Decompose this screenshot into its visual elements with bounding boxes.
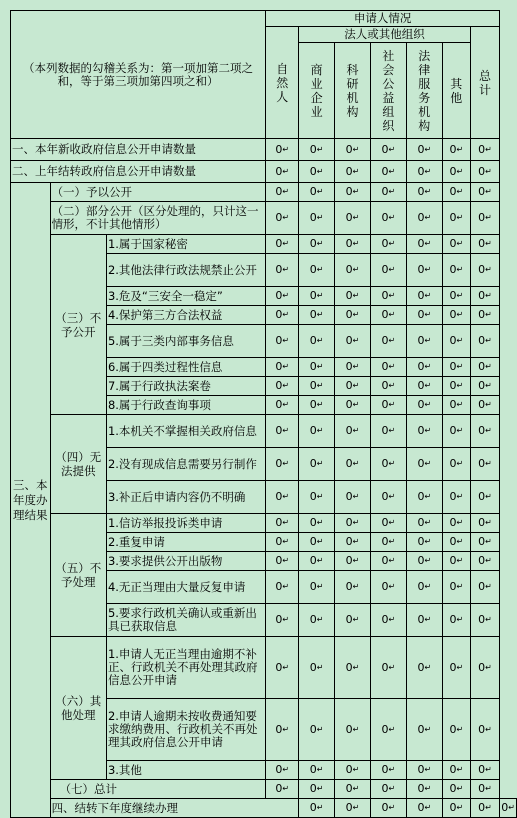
- value-cell[interactable]: 0 ↵: [470, 306, 500, 325]
- value-cell[interactable]: 0 ↵: [406, 780, 442, 799]
- note-text: （本列数据的勾稽关系为：第一项加第二项之和，等于第三项加第四项之和）: [22, 60, 253, 88]
- value-cell[interactable]: 0 ↵: [334, 358, 370, 377]
- value-cell[interactable]: 0 ↵: [299, 637, 334, 699]
- row-label: [106, 325, 265, 358]
- value-cell[interactable]: 0 ↵: [442, 799, 470, 818]
- value-cell[interactable]: 0 ↵: [470, 780, 500, 799]
- section-three-text: 三、本年度办理结果: [13, 477, 48, 522]
- value-cell[interactable]: 0 ↵: [265, 183, 298, 202]
- value-cell[interactable]: 0 ↵: [265, 448, 298, 481]
- value-cell[interactable]: 0 ↵: [442, 780, 470, 799]
- note-cell: [11, 11, 266, 139]
- value-cell[interactable]: 0 ↵: [442, 533, 470, 552]
- value-cell[interactable]: 0 ↵: [470, 481, 500, 514]
- section-three-label: [11, 183, 51, 818]
- col-other: [442, 43, 470, 139]
- value-cell[interactable]: 0 ↵: [265, 604, 298, 637]
- row-label: [106, 287, 265, 306]
- value-cell[interactable]: 0 ↵: [371, 254, 406, 287]
- value-cell[interactable]: 0 ↵: [470, 396, 500, 415]
- value-cell[interactable]: 0 ↵: [334, 202, 370, 235]
- value-cell[interactable]: 0 ↵: [265, 481, 298, 514]
- value-cell[interactable]: 0 ↵: [470, 571, 500, 604]
- group-label-text: （三）不予公开: [55, 310, 102, 339]
- value-cell[interactable]: 0 ↵: [406, 552, 442, 571]
- value-cell[interactable]: 0 ↵: [334, 699, 370, 761]
- value-cell[interactable]: 0 ↵: [442, 448, 470, 481]
- value-cell[interactable]: 0 ↵: [371, 552, 406, 571]
- group-label-text: （六）其他处理: [55, 694, 102, 722]
- value-cell[interactable]: 0 ↵: [299, 533, 334, 552]
- row-label-text: 3.其他: [107, 762, 142, 777]
- table-row: [11, 139, 517, 161]
- value-cell[interactable]: 0 ↵: [265, 377, 298, 396]
- row-label: [106, 533, 265, 552]
- row-label-text: 5.要求行政机关确认或重新出具已获取信息: [107, 606, 257, 633]
- value-cell[interactable]: 0 ↵: [442, 396, 470, 415]
- row-label-text: （二）部分公开（区分处理的，只计这一情形，不计其他情形）: [51, 204, 259, 231]
- value-cell[interactable]: 0 ↵: [406, 235, 442, 254]
- table-row: [11, 799, 517, 818]
- table-row: [11, 415, 517, 448]
- value-cell[interactable]: 0 ↵: [299, 377, 334, 396]
- value-cell[interactable]: 0 ↵: [334, 799, 370, 818]
- row-label: [106, 415, 265, 448]
- table-row: [11, 161, 517, 183]
- value-cell[interactable]: 0 ↵: [470, 161, 500, 183]
- value-cell[interactable]: 0 ↵: [299, 325, 334, 358]
- value-cell[interactable]: 0 ↵: [299, 448, 334, 481]
- value-cell[interactable]: 0 ↵: [371, 183, 406, 202]
- value-cell[interactable]: 0 ↵: [470, 552, 500, 571]
- value-cell[interactable]: 0 ↵: [442, 254, 470, 287]
- row-label-text: （一）予以公开: [51, 184, 133, 199]
- value-cell[interactable]: 0 ↵: [299, 139, 334, 161]
- table-row: [11, 202, 517, 235]
- row-label: [106, 306, 265, 325]
- value-cell[interactable]: 0 ↵: [265, 306, 298, 325]
- value-cell[interactable]: 0 ↵: [442, 325, 470, 358]
- applicant-info-label: 申请人情况: [353, 11, 412, 25]
- value-cell[interactable]: 0 ↵: [406, 448, 442, 481]
- value-cell[interactable]: 0 ↵: [406, 481, 442, 514]
- value-cell[interactable]: 0 ↵: [299, 552, 334, 571]
- value-cell[interactable]: 0 ↵: [334, 287, 370, 306]
- value-cell[interactable]: 0 ↵: [299, 780, 334, 799]
- group-label: [50, 514, 106, 637]
- value-cell[interactable]: 0 ↵: [299, 761, 334, 780]
- col-other-label: 其他: [450, 76, 463, 105]
- value-cell[interactable]: 0 ↵: [299, 254, 334, 287]
- value-cell[interactable]: 0 ↵: [334, 761, 370, 780]
- table-row: [11, 235, 517, 254]
- value-cell[interactable]: 0 ↵: [334, 533, 370, 552]
- value-cell[interactable]: 0 ↵: [334, 396, 370, 415]
- row-label-text: 1.属于国家秘密: [107, 236, 188, 251]
- row-label: [106, 604, 265, 637]
- value-cell[interactable]: 0 ↵: [371, 358, 406, 377]
- value-cell[interactable]: 0 ↵: [442, 358, 470, 377]
- value-cell[interactable]: 0 ↵: [470, 533, 500, 552]
- value-cell[interactable]: 0 ↵: [265, 514, 298, 533]
- value-cell[interactable]: 0 ↵: [470, 202, 500, 235]
- row-label-text: 6.属于四类过程性信息: [107, 359, 223, 374]
- row-label-text: 7.属于行政执法案卷: [107, 378, 211, 393]
- value-cell[interactable]: 0 ↵: [470, 377, 500, 396]
- value-cell[interactable]: 0 ↵: [371, 415, 406, 448]
- legal-person-label: 法人或其他组织: [344, 27, 425, 41]
- value-cell[interactable]: 0 ↵: [371, 514, 406, 533]
- row-label: [106, 571, 265, 604]
- value-cell[interactable]: 0 ↵: [334, 161, 370, 183]
- col-natural-person-label: 自然人: [276, 61, 289, 104]
- value-cell[interactable]: 0 ↵: [334, 306, 370, 325]
- value-cell[interactable]: 0 ↵: [406, 761, 442, 780]
- value-cell[interactable]: 0 ↵: [371, 481, 406, 514]
- row-label-text: 二、上年结转政府信息公开申请数量: [12, 164, 196, 178]
- value-cell[interactable]: 0 ↵: [265, 396, 298, 415]
- value-cell[interactable]: 0 ↵: [470, 448, 500, 481]
- value-cell[interactable]: 0 ↵: [442, 761, 470, 780]
- value-cell[interactable]: 0 ↵: [406, 306, 442, 325]
- col-social-welfare: [371, 43, 406, 139]
- value-cell[interactable]: 0 ↵: [442, 139, 470, 161]
- col-total: [470, 27, 500, 139]
- value-cell[interactable]: 0 ↵: [371, 761, 406, 780]
- value-cell[interactable]: 0 ↵: [442, 377, 470, 396]
- value-cell[interactable]: 0 ↵: [265, 552, 298, 571]
- group-label: [50, 637, 106, 780]
- row-label-text: 1.本机关不掌握相关政府信息: [107, 423, 257, 438]
- value-cell[interactable]: 0 ↵: [265, 287, 298, 306]
- row-label: [11, 139, 266, 161]
- row-label: [106, 552, 265, 571]
- value-cell[interactable]: 0 ↵: [334, 604, 370, 637]
- col-research: [334, 43, 370, 139]
- value-cell[interactable]: 0 ↵: [265, 415, 298, 448]
- value-cell[interactable]: 0 ↵: [299, 514, 334, 533]
- value-cell[interactable]: 0 ↵: [406, 514, 442, 533]
- value-cell[interactable]: 0 ↵: [265, 139, 298, 161]
- row-label-text: 3.补正后申请内容仍不明确: [107, 489, 246, 504]
- value-cell[interactable]: 0 ↵: [406, 396, 442, 415]
- row-label: [106, 377, 265, 396]
- row-label: [50, 780, 265, 799]
- value-cell[interactable]: 0 ↵: [470, 699, 500, 761]
- value-cell[interactable]: 0 ↵: [406, 699, 442, 761]
- value-cell[interactable]: 0 ↵: [371, 306, 406, 325]
- row-label-text: 四、结转下年度继续办理: [51, 800, 179, 815]
- value-cell[interactable]: 0 ↵: [334, 415, 370, 448]
- col-business-label: 商业企业: [310, 62, 323, 119]
- value-cell[interactable]: 0 ↵: [470, 761, 500, 780]
- row-label-text: 4.保护第三方合法权益: [107, 307, 223, 322]
- value-cell[interactable]: 0 ↵: [470, 139, 500, 161]
- value-cell[interactable]: 0 ↵: [299, 699, 334, 761]
- value-cell[interactable]: 0 ↵: [371, 139, 406, 161]
- col-natural-person: [265, 27, 298, 139]
- value-cell[interactable]: 0 ↵: [371, 287, 406, 306]
- value-cell[interactable]: 0 ↵: [470, 604, 500, 637]
- row-label: [106, 358, 265, 377]
- value-cell[interactable]: 0 ↵: [371, 533, 406, 552]
- value-cell[interactable]: 0 ↵: [299, 571, 334, 604]
- value-cell[interactable]: 0 ↵: [265, 699, 298, 761]
- col-total-label: 总计: [478, 68, 491, 97]
- value-cell[interactable]: 0 ↵: [299, 396, 334, 415]
- value-cell[interactable]: 0 ↵: [334, 448, 370, 481]
- value-cell[interactable]: 0 ↵: [265, 571, 298, 604]
- value-cell[interactable]: 0 ↵: [371, 235, 406, 254]
- value-cell[interactable]: 0 ↵: [371, 377, 406, 396]
- legal-person-header: [299, 27, 470, 43]
- value-cell[interactable]: 0 ↵: [406, 377, 442, 396]
- value-cell[interactable]: 0 ↵: [265, 637, 298, 699]
- group-label: [50, 235, 106, 415]
- value-cell[interactable]: 0 ↵: [470, 799, 500, 818]
- value-cell[interactable]: 0 ↵: [470, 254, 500, 287]
- row-label: [106, 448, 265, 481]
- value-cell[interactable]: 0 ↵: [334, 780, 370, 799]
- value-cell[interactable]: 0 ↵: [406, 799, 442, 818]
- value-cell[interactable]: 0 ↵: [406, 254, 442, 287]
- value-cell[interactable]: 0 ↵: [371, 637, 406, 699]
- value-cell[interactable]: 0 ↵: [406, 139, 442, 161]
- row-label-text: 1.申请人无正当理由逾期不补正、行政机关不再处理其政府信息公开申请: [107, 647, 258, 687]
- value-cell[interactable]: 0 ↵: [470, 325, 500, 358]
- value-cell[interactable]: 0 ↵: [371, 448, 406, 481]
- value-cell[interactable]: 0 ↵: [442, 571, 470, 604]
- value-cell[interactable]: 0 ↵: [406, 202, 442, 235]
- group-label-text: （五）不予处理: [55, 561, 102, 589]
- col-research-label: 科研机构: [346, 62, 359, 119]
- value-cell[interactable]: 0 ↵: [265, 202, 298, 235]
- value-cell[interactable]: 0 ↵: [442, 481, 470, 514]
- value-cell[interactable]: 0 ↵: [442, 161, 470, 183]
- row-label-text: 2.其他法律行政法规禁止公开: [107, 262, 257, 277]
- value-cell[interactable]: 0 ↵: [406, 358, 442, 377]
- value-cell[interactable]: 0 ↵: [299, 183, 334, 202]
- value-cell[interactable]: 0 ↵: [371, 780, 406, 799]
- value-cell[interactable]: 0 ↵: [500, 799, 517, 818]
- value-cell[interactable]: 0 ↵: [299, 481, 334, 514]
- row-label-text: 2.申请人逾期未按收费通知要求缴纳费用、行政机关不再处理其政府信息公开申请: [107, 709, 258, 749]
- value-cell[interactable]: 0 ↵: [334, 235, 370, 254]
- value-cell[interactable]: 0 ↵: [334, 637, 370, 699]
- value-cell[interactable]: 0 ↵: [470, 514, 500, 533]
- value-cell[interactable]: 0 ↵: [334, 254, 370, 287]
- group-label-text: （四）无法提供: [55, 450, 102, 478]
- table-row: [11, 637, 517, 699]
- value-cell[interactable]: 0 ↵: [442, 306, 470, 325]
- value-cell[interactable]: 0 ↵: [442, 514, 470, 533]
- value-cell[interactable]: 0 ↵: [334, 377, 370, 396]
- value-cell[interactable]: 0 ↵: [371, 325, 406, 358]
- value-cell[interactable]: 0 ↵: [442, 552, 470, 571]
- value-cell[interactable]: 0 ↵: [371, 571, 406, 604]
- value-cell[interactable]: 0 ↵: [406, 415, 442, 448]
- row-label: [11, 161, 266, 183]
- row-label-text: 1.信访举报投诉类申请: [107, 515, 223, 530]
- value-cell[interactable]: 0 ↵: [470, 183, 500, 202]
- value-cell[interactable]: 0 ↵: [265, 358, 298, 377]
- row-label-text: 2.重复申请: [107, 534, 165, 549]
- col-business: [299, 43, 334, 139]
- value-cell[interactable]: 0 ↵: [299, 799, 334, 818]
- value-cell[interactable]: 0 ↵: [265, 533, 298, 552]
- value-cell[interactable]: 0 ↵: [371, 699, 406, 761]
- value-cell[interactable]: 0 ↵: [299, 415, 334, 448]
- row-label: [106, 396, 265, 415]
- value-cell[interactable]: 0 ↵: [265, 161, 298, 183]
- value-cell[interactable]: 0 ↵: [442, 235, 470, 254]
- value-cell[interactable]: 0 ↵: [442, 287, 470, 306]
- value-cell[interactable]: 0 ↵: [334, 481, 370, 514]
- value-cell[interactable]: 0 ↵: [299, 287, 334, 306]
- row-label: [106, 637, 265, 699]
- value-cell[interactable]: 0 ↵: [406, 533, 442, 552]
- value-cell[interactable]: 0 ↵: [299, 306, 334, 325]
- row-label-text: 2.没有现成信息需要另行制作: [107, 456, 257, 471]
- value-cell[interactable]: 0 ↵: [406, 325, 442, 358]
- applicant-info-header: [265, 11, 499, 27]
- value-cell[interactable]: 0 ↵: [299, 202, 334, 235]
- row-label: [50, 183, 265, 202]
- value-cell[interactable]: 0 ↵: [371, 604, 406, 637]
- value-cell[interactable]: 0 ↵: [470, 235, 500, 254]
- value-cell[interactable]: 0 ↵: [265, 780, 298, 799]
- disclosure-stats-table: [10, 10, 517, 818]
- row-label: [106, 235, 265, 254]
- col-legal-service: [406, 43, 442, 139]
- value-cell[interactable]: 0 ↵: [406, 161, 442, 183]
- row-label: [106, 514, 265, 533]
- row-label: [106, 699, 265, 761]
- table-row: [11, 780, 517, 799]
- row-label: [106, 254, 265, 287]
- value-cell[interactable]: 0 ↵: [299, 161, 334, 183]
- group-label: [50, 415, 106, 514]
- value-cell[interactable]: 0 ↵: [406, 571, 442, 604]
- value-cell[interactable]: 0 ↵: [371, 799, 406, 818]
- row-label: [50, 202, 265, 235]
- col-social-welfare-label: 社会公益组织: [382, 48, 395, 133]
- value-cell[interactable]: 0 ↵: [470, 637, 500, 699]
- value-cell[interactable]: 0 ↵: [442, 637, 470, 699]
- row-label-text: 3.要求提供公开出版物: [107, 553, 223, 568]
- value-cell[interactable]: 0 ↵: [371, 396, 406, 415]
- value-cell[interactable]: 0 ↵: [442, 415, 470, 448]
- value-cell[interactable]: 0 ↵: [406, 287, 442, 306]
- row-label: [106, 481, 265, 514]
- value-cell[interactable]: 0 ↵: [442, 699, 470, 761]
- row-label-text: 8.属于行政查询事项: [107, 397, 211, 412]
- value-cell[interactable]: 0 ↵: [334, 139, 370, 161]
- value-cell[interactable]: 0 ↵: [406, 604, 442, 637]
- value-cell[interactable]: 0 ↵: [470, 415, 500, 448]
- value-cell[interactable]: 0 ↵: [334, 571, 370, 604]
- value-cell[interactable]: 0 ↵: [442, 183, 470, 202]
- value-cell[interactable]: 0 ↵: [265, 254, 298, 287]
- value-cell[interactable]: 0 ↵: [334, 514, 370, 533]
- value-cell[interactable]: 0 ↵: [470, 287, 500, 306]
- value-cell[interactable]: 0 ↵: [442, 604, 470, 637]
- table-row: [11, 183, 517, 202]
- value-cell[interactable]: 0 ↵: [406, 183, 442, 202]
- row-label-text: 4.无正当理由大量反复申请: [107, 579, 246, 594]
- value-cell[interactable]: 0 ↵: [265, 325, 298, 358]
- value-cell[interactable]: 0 ↵: [442, 202, 470, 235]
- table-row: [11, 514, 517, 533]
- value-cell[interactable]: 0 ↵: [299, 604, 334, 637]
- row-label: [106, 761, 265, 780]
- row-label-text: 一、本年新收政府信息公开申请数量: [12, 142, 196, 156]
- value-cell[interactable]: 0 ↵: [265, 235, 298, 254]
- col-legal-service-label: 法律服务机构: [418, 48, 431, 133]
- row-label-text: （七）总计: [59, 781, 118, 796]
- value-cell[interactable]: 0 ↵: [334, 552, 370, 571]
- value-cell[interactable]: 0 ↵: [371, 161, 406, 183]
- value-cell[interactable]: 0 ↵: [299, 358, 334, 377]
- value-cell[interactable]: 0 ↵: [470, 358, 500, 377]
- row-label: [50, 799, 299, 818]
- row-label-text: 3.危及“三安全一稳定”: [107, 288, 223, 303]
- value-cell[interactable]: 0 ↵: [299, 235, 334, 254]
- value-cell[interactable]: 0 ↵: [406, 637, 442, 699]
- value-cell[interactable]: 0 ↵: [371, 202, 406, 235]
- value-cell[interactable]: 0 ↵: [334, 325, 370, 358]
- row-label-text: 5.属于三类内部事务信息: [107, 333, 234, 348]
- value-cell[interactable]: 0 ↵: [265, 761, 298, 780]
- value-cell[interactable]: 0 ↵: [334, 183, 370, 202]
